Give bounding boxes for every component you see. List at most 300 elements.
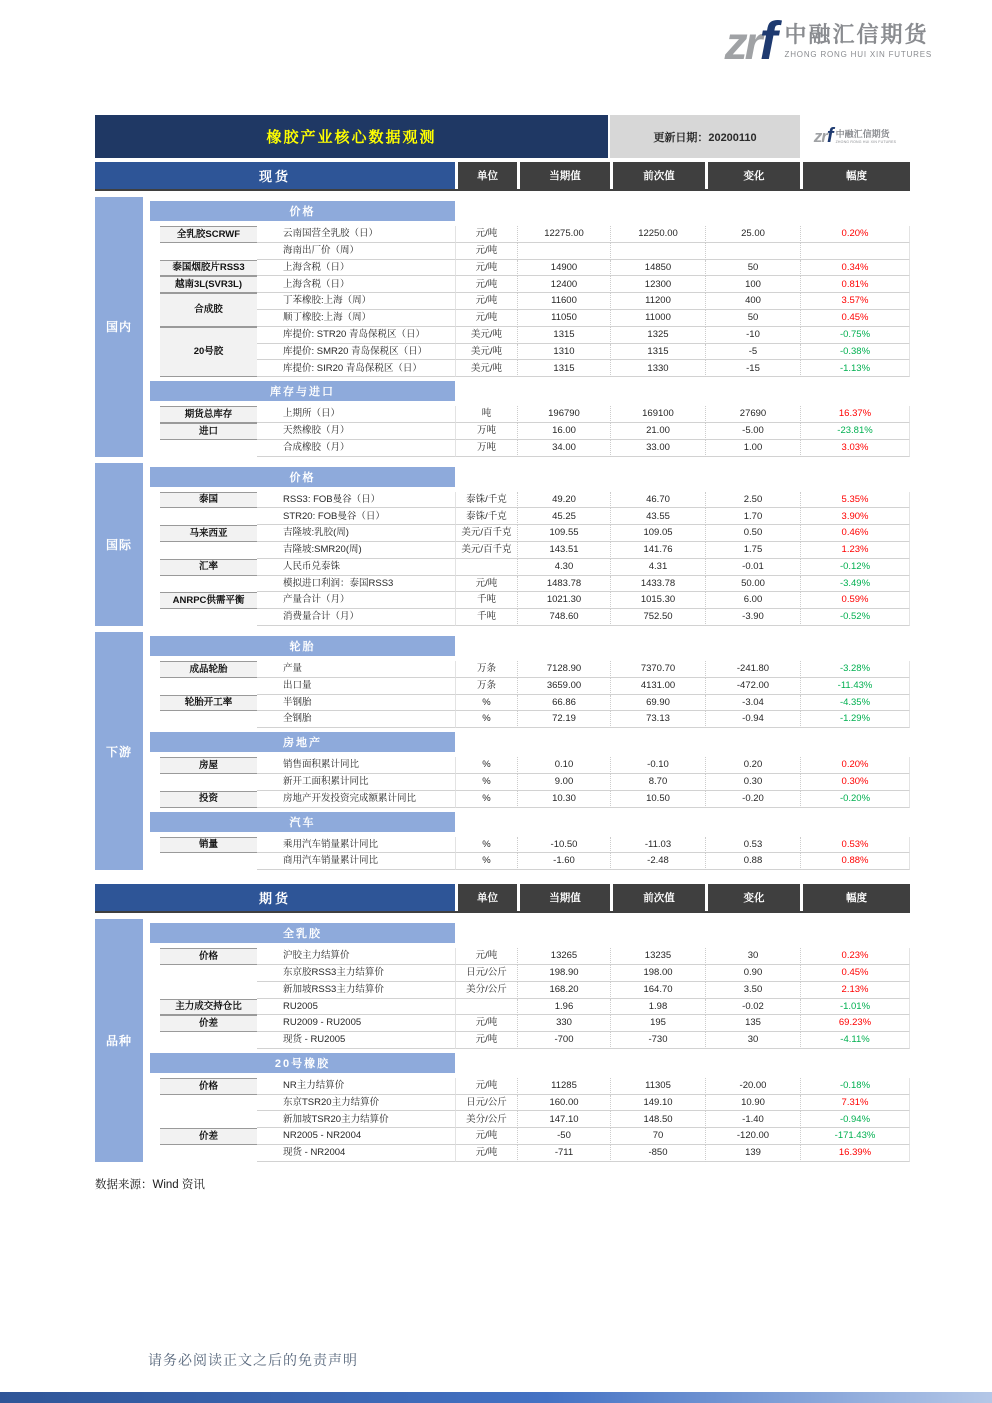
row-name: 产量合计（月） <box>257 592 455 609</box>
row-current-value: 198.90 <box>517 965 610 982</box>
row-pct-value: -0.38% <box>800 344 910 361</box>
bottom-decorative-bar <box>0 1392 992 1403</box>
section-rows <box>150 406 910 456</box>
row-unit: 元/吨 <box>455 576 517 593</box>
row-unit: 泰铢/千克 <box>455 492 517 509</box>
row-name: 新加坡RSS3主力结算价 <box>257 982 455 999</box>
row-current-value: 72.19 <box>517 711 610 728</box>
column-header-change: 变化 <box>705 162 800 189</box>
row-current-value: 11285 <box>517 1078 610 1095</box>
row-change-value: 400 <box>705 293 800 310</box>
row-name: 新开工面积累计同比 <box>257 774 455 791</box>
row-change-value: -10 <box>705 327 800 344</box>
row-unit: % <box>455 837 517 854</box>
section-rows <box>150 226 910 377</box>
row-change-value: 25.00 <box>705 226 800 243</box>
row-pct-value: 0.34% <box>800 260 910 277</box>
row-unit: 美元/百千克 <box>455 542 517 559</box>
section-title: 汽车 <box>150 812 455 832</box>
row-change-value: 1.75 <box>705 542 800 559</box>
row-label: 投资 <box>160 791 257 808</box>
column-header-unit: 单位 <box>455 884 517 911</box>
row-pct-value: 3.57% <box>800 293 910 310</box>
row-label: 期货总库存 <box>160 406 257 423</box>
row-unit: 美元/吨 <box>455 360 517 377</box>
row-current-value: 1483.78 <box>517 576 610 593</box>
row-unit: % <box>455 711 517 728</box>
table-header-row <box>95 162 910 191</box>
logo-zrf-mark <box>724 11 775 71</box>
row-label: 价格 <box>160 1078 257 1095</box>
table-section <box>150 1053 910 1162</box>
row-unit: 元/吨 <box>455 1078 517 1095</box>
row-previous-value: 11305 <box>610 1078 705 1095</box>
row-change-value: 0.30 <box>705 774 800 791</box>
row-name: 顺丁橡胶:上海（周） <box>257 310 455 327</box>
row-unit: 元/吨 <box>455 260 517 277</box>
page-title: 橡胶产业核心数据观测 <box>95 115 608 158</box>
row-previous-value: 11200 <box>610 293 705 310</box>
row-change-value <box>705 243 800 260</box>
row-current-value: 11050 <box>517 310 610 327</box>
row-previous-value: 13235 <box>610 948 705 965</box>
row-pct-value: -0.18% <box>800 1078 910 1095</box>
row-unit: 美元/吨 <box>455 344 517 361</box>
row-change-value: -0.20 <box>705 791 800 808</box>
row-label: 轮胎开工率 <box>160 695 257 712</box>
row-name: 现货 - RU2005 <box>257 1032 455 1049</box>
row-unit: 千吨 <box>455 609 517 626</box>
logo-text <box>785 23 932 58</box>
section-rows <box>150 948 910 1049</box>
row-name: 吉隆坡:乳胶(周) <box>257 525 455 542</box>
section-title: 价格 <box>150 467 455 487</box>
row-pct-value: -1.29% <box>800 711 910 728</box>
logo-f-letter: f <box>759 11 775 71</box>
row-label: 主力成交持仓比 <box>160 999 257 1016</box>
table-section <box>150 381 910 456</box>
row-previous-value <box>610 243 705 260</box>
row-current-value: -10.50 <box>517 837 610 854</box>
row-pct-value: -3.49% <box>800 576 910 593</box>
row-name: 吉隆坡:SMR20(周) <box>257 542 455 559</box>
row-name: 天然橡胶（月） <box>257 423 455 440</box>
row-unit: 元/吨 <box>455 1015 517 1032</box>
row-unit: 日元/公斤 <box>455 965 517 982</box>
row-current-value: 196790 <box>517 406 610 423</box>
row-previous-value: 195 <box>610 1015 705 1032</box>
row-current-value: 12400 <box>517 276 610 293</box>
row-current-value: 3659.00 <box>517 678 610 695</box>
row-pct-value: 69.23% <box>800 1015 910 1032</box>
row-change-value: -5.00 <box>705 423 800 440</box>
row-label: 价差 <box>160 1015 257 1032</box>
row-pct-value: -0.94% <box>800 1111 910 1128</box>
row-name: 现货 - NR2004 <box>257 1145 455 1162</box>
row-pct-value: 1.23% <box>800 542 910 559</box>
row-name: STR20: FOB曼谷（日） <box>257 508 455 525</box>
row-change-value: 0.90 <box>705 965 800 982</box>
mini-logo-zr-letters: zr <box>813 126 827 146</box>
row-label: 汇率 <box>160 559 257 576</box>
row-pct-value: -1.01% <box>800 999 910 1016</box>
row-unit: 吨 <box>455 406 517 423</box>
row-current-value: 12275.00 <box>517 226 610 243</box>
section-rows <box>150 661 910 728</box>
row-current-value <box>517 243 610 260</box>
section-title-row <box>150 381 910 401</box>
column-header-unit: 单位 <box>455 162 517 189</box>
row-previous-value: 21.00 <box>610 423 705 440</box>
row-change-value: 100 <box>705 276 800 293</box>
row-label: 成品轮胎 <box>160 661 257 678</box>
row-name: 半钢胎 <box>257 695 455 712</box>
group-side-label: 国内 <box>95 197 143 457</box>
row-name: 合成橡胶（月） <box>257 440 455 457</box>
row-change-value: -20.00 <box>705 1078 800 1095</box>
row-label: 泰国烟胶片RSS3 <box>160 260 257 277</box>
row-current-value: 10.30 <box>517 791 610 808</box>
section-title-row <box>150 732 910 752</box>
row-change-value: -5 <box>705 344 800 361</box>
row-previous-value: 164.70 <box>610 982 705 999</box>
row-previous-value: 1.98 <box>610 999 705 1016</box>
row-change-value: 0.20 <box>705 757 800 774</box>
row-unit: % <box>455 757 517 774</box>
mini-company-name-cn: 中融汇信期货 <box>835 128 890 139</box>
row-previous-value: 11000 <box>610 310 705 327</box>
row-current-value: 45.25 <box>517 508 610 525</box>
row-previous-value: 14850 <box>610 260 705 277</box>
row-name: 库提价: SIR20 青岛保税区（日） <box>257 360 455 377</box>
data-tables <box>95 162 910 1162</box>
row-unit: 万条 <box>455 678 517 695</box>
row-previous-value: 169100 <box>610 406 705 423</box>
row-change-value: 27690 <box>705 406 800 423</box>
row-previous-value: -11.03 <box>610 837 705 854</box>
table-band-label: 现货 <box>95 162 455 189</box>
row-change-value: 3.50 <box>705 982 800 999</box>
table-section <box>150 201 910 377</box>
row-unit <box>455 559 517 576</box>
mini-logo-text <box>836 130 897 144</box>
table-section <box>150 636 910 728</box>
row-current-value: 1.96 <box>517 999 610 1016</box>
row-unit: 元/吨 <box>455 1145 517 1162</box>
section-rows <box>150 1078 910 1162</box>
row-current-value: 1021.30 <box>517 592 610 609</box>
row-change-value: -0.94 <box>705 711 800 728</box>
row-change-value: 0.50 <box>705 525 800 542</box>
column-header-pct: 幅度 <box>800 884 910 911</box>
row-label: 房屋 <box>160 757 257 774</box>
row-label: 合成胶 <box>160 293 257 327</box>
row-previous-value: 43.55 <box>610 508 705 525</box>
row-pct-value: 0.23% <box>800 948 910 965</box>
column-header-change: 变化 <box>705 884 800 911</box>
row-current-value: 0.10 <box>517 757 610 774</box>
table-group <box>95 463 910 626</box>
row-change-value: 1.70 <box>705 508 800 525</box>
table-header-row <box>95 884 910 913</box>
row-pct-value: 0.45% <box>800 310 910 327</box>
row-current-value: 13265 <box>517 948 610 965</box>
row-change-value: 2.50 <box>705 492 800 509</box>
row-unit: 万吨 <box>455 440 517 457</box>
row-current-value: -700 <box>517 1032 610 1049</box>
row-pct-value: -0.52% <box>800 609 910 626</box>
row-name: 商用汽车销量累计同比 <box>257 853 455 870</box>
row-change-value: 0.88 <box>705 853 800 870</box>
row-name: 库提价: SMR20 青岛保税区（日） <box>257 344 455 361</box>
row-change-value: 30 <box>705 948 800 965</box>
row-name: 沪胶主力结算价 <box>257 948 455 965</box>
row-pct-value: -4.35% <box>800 695 910 712</box>
row-current-value: -1.60 <box>517 853 610 870</box>
row-current-value: 4.30 <box>517 559 610 576</box>
row-unit: 元/吨 <box>455 1032 517 1049</box>
row-change-value: 30 <box>705 1032 800 1049</box>
row-previous-value: 148.50 <box>610 1111 705 1128</box>
row-pct-value: -23.81% <box>800 423 910 440</box>
row-label: 越南3L(SVR3L) <box>160 276 257 293</box>
section-title: 全乳胶 <box>150 923 455 943</box>
row-current-value: 66.86 <box>517 695 610 712</box>
row-change-value: 50.00 <box>705 576 800 593</box>
section-title: 库存与进口 <box>150 381 455 401</box>
row-name: 销售面积累计同比 <box>257 757 455 774</box>
row-previous-value: 46.70 <box>610 492 705 509</box>
row-name: NR2005 - NR2004 <box>257 1128 455 1145</box>
row-previous-value: 73.13 <box>610 711 705 728</box>
row-pct-value: -171.43% <box>800 1128 910 1145</box>
row-change-value: -15 <box>705 360 800 377</box>
row-previous-value: 7370.70 <box>610 661 705 678</box>
row-current-value: 16.00 <box>517 423 610 440</box>
row-label: 全乳胶SCRWF <box>160 226 257 243</box>
row-name: RU2005 <box>257 999 455 1016</box>
row-unit <box>455 999 517 1016</box>
mini-logo-cell <box>800 115 910 158</box>
disclaimer-text: 请务必阅读正文之后的免责声明 <box>148 1352 358 1368</box>
section-title: 20号橡胶 <box>150 1053 455 1073</box>
table-group <box>95 197 910 457</box>
row-pct-value: 3.90% <box>800 508 910 525</box>
company-logo <box>724 11 932 71</box>
row-previous-value: 12300 <box>610 276 705 293</box>
row-label: 价格 <box>160 948 257 965</box>
group-side-label: 国际 <box>95 463 143 626</box>
row-name: 上海含税（日） <box>257 276 455 293</box>
row-pct-value: 7.31% <box>800 1095 910 1112</box>
row-unit: 元/吨 <box>455 243 517 260</box>
row-previous-value: 1433.78 <box>610 576 705 593</box>
section-rows <box>150 492 910 626</box>
column-header-current: 当期值 <box>517 162 610 189</box>
row-label: ANRPC供需平衡 <box>160 592 257 609</box>
company-name-en: ZHONG RONG HUI XIN FUTURES <box>784 49 932 59</box>
row-name: 新加坡TSR20主力结算价 <box>257 1111 455 1128</box>
row-change-value: 0.53 <box>705 837 800 854</box>
row-pct-value: 0.46% <box>800 525 910 542</box>
row-previous-value: 33.00 <box>610 440 705 457</box>
row-name: 模拟进口利润：泰国RSS3 <box>257 576 455 593</box>
column-header-pct: 幅度 <box>800 162 910 189</box>
row-name: 海南出厂价（周） <box>257 243 455 260</box>
section-title-row <box>150 201 910 221</box>
row-unit: 万条 <box>455 661 517 678</box>
section-title: 价格 <box>150 201 455 221</box>
row-change-value: -241.80 <box>705 661 800 678</box>
table-group <box>95 919 910 1162</box>
section-title-row <box>150 636 910 656</box>
row-current-value: 143.51 <box>517 542 610 559</box>
row-previous-value: 12250.00 <box>610 226 705 243</box>
row-pct-value: 0.20% <box>800 757 910 774</box>
row-previous-value: 149.10 <box>610 1095 705 1112</box>
row-previous-value: -0.10 <box>610 757 705 774</box>
row-unit: 元/吨 <box>455 276 517 293</box>
row-label: 价差 <box>160 1128 257 1145</box>
table-section <box>150 812 910 871</box>
row-pct-value: 2.13% <box>800 982 910 999</box>
row-label: 马来西亚 <box>160 525 257 542</box>
row-previous-value: -850 <box>610 1145 705 1162</box>
row-previous-value: 4131.00 <box>610 678 705 695</box>
row-pct-value: 0.59% <box>800 592 910 609</box>
row-current-value: 1315 <box>517 327 610 344</box>
row-current-value: -50 <box>517 1128 610 1145</box>
row-name: RU2009 - RU2005 <box>257 1015 455 1032</box>
row-name: 库提价: STR20 青岛保税区（日） <box>257 327 455 344</box>
section-title: 轮胎 <box>150 636 455 656</box>
row-name: 上海含税（日） <box>257 260 455 277</box>
report-content <box>95 115 910 1162</box>
table-section <box>150 732 910 807</box>
row-pct-value: 0.20% <box>800 226 910 243</box>
row-previous-value: 1015.30 <box>610 592 705 609</box>
row-label: 20号胶 <box>160 327 257 377</box>
column-header-previous: 前次值 <box>610 162 705 189</box>
row-change-value: 6.00 <box>705 592 800 609</box>
row-current-value: 9.00 <box>517 774 610 791</box>
row-change-value: -1.40 <box>705 1111 800 1128</box>
row-pct-value: -4.11% <box>800 1032 910 1049</box>
row-pct-value: 0.81% <box>800 276 910 293</box>
row-change-value: 135 <box>705 1015 800 1032</box>
row-name: RSS3: FOB曼谷（日） <box>257 492 455 509</box>
row-name: NR主力结算价 <box>257 1078 455 1095</box>
logo-zr-letters: zr <box>724 17 760 69</box>
row-unit: % <box>455 774 517 791</box>
mini-company-logo <box>814 125 896 148</box>
row-label: 进口 <box>160 423 257 440</box>
row-previous-value: 109.05 <box>610 525 705 542</box>
row-pct-value: -0.75% <box>800 327 910 344</box>
row-pct-value <box>800 243 910 260</box>
section-title: 房地产 <box>150 732 455 752</box>
mini-logo-f-letter: f <box>826 125 833 147</box>
row-pct-value: 0.88% <box>800 853 910 870</box>
row-unit: 千吨 <box>455 592 517 609</box>
row-pct-value: 0.45% <box>800 965 910 982</box>
row-current-value: 34.00 <box>517 440 610 457</box>
section-title-row <box>150 467 910 487</box>
row-pct-value: 0.53% <box>800 837 910 854</box>
report-title-bar <box>95 115 910 158</box>
row-current-value: 1315 <box>517 360 610 377</box>
row-pct-value: 5.35% <box>800 492 910 509</box>
row-name: 全钢胎 <box>257 711 455 728</box>
row-current-value: 330 <box>517 1015 610 1032</box>
row-current-value: 49.20 <box>517 492 610 509</box>
row-current-value: 160.00 <box>517 1095 610 1112</box>
row-current-value: 11600 <box>517 293 610 310</box>
row-unit: 元/吨 <box>455 1128 517 1145</box>
row-pct-value: -3.28% <box>800 661 910 678</box>
row-change-value: 139 <box>705 1145 800 1162</box>
row-previous-value: 8.70 <box>610 774 705 791</box>
row-previous-value: 752.50 <box>610 609 705 626</box>
row-unit: % <box>455 791 517 808</box>
row-pct-value: 16.37% <box>800 406 910 423</box>
row-name: 人民币兑泰铢 <box>257 559 455 576</box>
row-previous-value: -730 <box>610 1032 705 1049</box>
row-previous-value: -2.48 <box>610 853 705 870</box>
row-name: 上期所（日） <box>257 406 455 423</box>
row-name: 消费量合计（月） <box>257 609 455 626</box>
row-pct-value: -1.13% <box>800 360 910 377</box>
row-change-value: -0.02 <box>705 999 800 1016</box>
table-band-label: 期货 <box>95 884 455 911</box>
row-name: 产量 <box>257 661 455 678</box>
section-title-row <box>150 923 910 943</box>
section-title-row <box>150 1053 910 1073</box>
section-rows <box>150 757 910 807</box>
section-title-row <box>150 812 910 832</box>
company-name-cn: 中融汇信期货 <box>784 22 929 48</box>
row-unit: 元/吨 <box>455 293 517 310</box>
row-name: 出口量 <box>257 678 455 695</box>
update-date: 更新日期：20200110 <box>610 115 800 158</box>
row-current-value: -711 <box>517 1145 610 1162</box>
row-pct-value: -0.12% <box>800 559 910 576</box>
row-change-value: 50 <box>705 260 800 277</box>
row-pct-value: -11.43% <box>800 678 910 695</box>
column-header-current: 当期值 <box>517 884 610 911</box>
row-previous-value: 1325 <box>610 327 705 344</box>
row-change-value: 1.00 <box>705 440 800 457</box>
row-change-value: -472.00 <box>705 678 800 695</box>
group-content <box>150 463 910 626</box>
row-previous-value: 70 <box>610 1128 705 1145</box>
row-unit: 日元/公斤 <box>455 1095 517 1112</box>
row-current-value: 14900 <box>517 260 610 277</box>
row-previous-value: 198.00 <box>610 965 705 982</box>
row-current-value: 1310 <box>517 344 610 361</box>
row-name: 东京TSR20主力结算价 <box>257 1095 455 1112</box>
row-previous-value: 1330 <box>610 360 705 377</box>
table-section <box>150 923 910 1049</box>
row-change-value: -3.90 <box>705 609 800 626</box>
row-label: 销量 <box>160 837 257 854</box>
row-pct-value: 0.30% <box>800 774 910 791</box>
row-change-value: 50 <box>705 310 800 327</box>
data-source-note: 数据来源：Wind 资讯 <box>95 1179 205 1191</box>
table-section <box>150 467 910 626</box>
row-change-value: -3.04 <box>705 695 800 712</box>
row-current-value: 168.20 <box>517 982 610 999</box>
